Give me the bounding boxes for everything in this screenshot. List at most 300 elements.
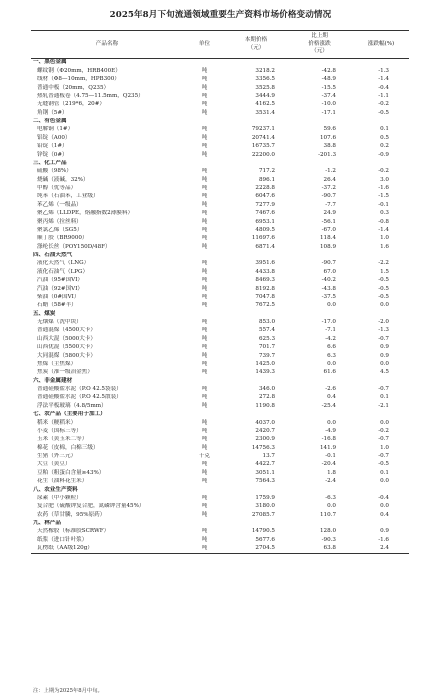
product-name-cell: 汽油（92#国VI） bbox=[37, 285, 84, 292]
price-cell: 2228.8 bbox=[255, 185, 275, 192]
change-cell: -16.8 bbox=[321, 436, 336, 443]
table-header bbox=[31, 31, 409, 59]
change-cell: -15.5 bbox=[321, 84, 336, 91]
section-title: 一、黑色金属 bbox=[33, 59, 67, 66]
table-row bbox=[31, 478, 409, 486]
unit-cell: 吨 bbox=[201, 193, 208, 200]
change-cell: -90.7 bbox=[321, 193, 336, 200]
unit-cell: 吨 bbox=[201, 386, 208, 393]
pct-cell: 0.5 bbox=[380, 134, 389, 141]
table-row bbox=[31, 260, 409, 268]
table-row bbox=[31, 503, 409, 511]
unit-cell: 吨 bbox=[201, 469, 208, 476]
product-name-cell: 花生（油料花生米） bbox=[37, 478, 88, 485]
pct-cell: 0.2 bbox=[380, 143, 389, 150]
table-row bbox=[31, 134, 409, 142]
change-cell: 0.0 bbox=[327, 419, 336, 426]
price-cell: 625.3 bbox=[258, 335, 275, 342]
pct-cell: -0.8 bbox=[378, 218, 389, 225]
table-row bbox=[31, 361, 409, 369]
empty-cell bbox=[286, 486, 353, 494]
change-cell: -1.2 bbox=[325, 168, 336, 175]
price-cell: 7467.6 bbox=[255, 210, 275, 217]
change-cell: 0.0 bbox=[327, 503, 336, 510]
unit-cell: 吨 bbox=[183, 545, 226, 554]
price-cell: 1425.0 bbox=[255, 360, 275, 367]
section-row bbox=[31, 59, 409, 68]
pct-cell: -2.0 bbox=[378, 319, 389, 326]
product-name-cell: 汽油（95#国VI） bbox=[37, 277, 84, 284]
pct-cell: -0.1 bbox=[378, 201, 389, 208]
product-name-cell: 农药（草甘膦，95%原药） bbox=[37, 511, 106, 518]
change-cell: -0.1 bbox=[325, 453, 336, 460]
table-row bbox=[31, 453, 409, 461]
unit-cell: 吨 bbox=[201, 243, 208, 250]
empty-cell bbox=[183, 520, 226, 528]
table-row bbox=[31, 109, 409, 117]
product-name-cell: 液化石油气（LPG） bbox=[37, 268, 89, 275]
section-row bbox=[31, 377, 409, 385]
table-row bbox=[31, 76, 409, 84]
price-cell: 1439.3 bbox=[255, 369, 275, 376]
price-cell: 6953.1 bbox=[255, 218, 275, 225]
section-row bbox=[31, 486, 409, 494]
table-row bbox=[31, 352, 409, 360]
price-cell: 3951.6 bbox=[255, 260, 275, 267]
empty-cell bbox=[353, 520, 409, 528]
table-row bbox=[31, 151, 409, 159]
product-name-cell: 聚乙烯（LLDPE，熔融指数2薄膜料） bbox=[37, 210, 134, 217]
unit-cell: 吨 bbox=[201, 126, 208, 133]
change-cell: -67.0 bbox=[321, 226, 336, 233]
price-cell: 11697.6 bbox=[251, 235, 275, 242]
table-row bbox=[31, 428, 409, 436]
pct-cell: -0.5 bbox=[378, 285, 389, 292]
change-cell: 6.3 bbox=[327, 352, 336, 359]
table-row bbox=[31, 84, 409, 92]
section-title: 八、农业生产资料 bbox=[33, 486, 78, 493]
pct-cell: -0.7 bbox=[378, 436, 389, 443]
price-cell: 346.0 bbox=[258, 386, 275, 393]
product-name-cell: 无缝钢管（219*6，20#） bbox=[37, 101, 105, 108]
price-table bbox=[31, 30, 409, 554]
empty-cell bbox=[286, 310, 353, 318]
empty-cell bbox=[226, 520, 286, 528]
change-cell: -2.6 bbox=[325, 386, 336, 393]
unit-cell: 吨 bbox=[201, 402, 208, 409]
pct-cell: -0.5 bbox=[378, 461, 389, 468]
change-cell: 0.0 bbox=[327, 302, 336, 309]
change-cell: 24.9 bbox=[323, 210, 336, 217]
empty-cell bbox=[286, 252, 353, 260]
unit-cell: 吨 bbox=[201, 511, 208, 518]
table-row bbox=[31, 302, 409, 310]
pct-cell: -1.6 bbox=[378, 536, 389, 543]
change-cell: 0.0 bbox=[327, 360, 336, 367]
table-row bbox=[31, 528, 409, 536]
price-cell: 7672.5 bbox=[255, 302, 275, 309]
product-name-cell: 大同混煤（5800大卡） bbox=[37, 352, 96, 359]
unit-cell: 吨 bbox=[201, 201, 208, 208]
section-row bbox=[31, 520, 409, 528]
table-row bbox=[31, 419, 409, 427]
price-cell: 2704.5 bbox=[226, 545, 286, 554]
unit-cell: 吨 bbox=[201, 360, 208, 367]
unit-cell: 吨 bbox=[201, 143, 208, 150]
empty-cell bbox=[183, 252, 226, 260]
table-row bbox=[31, 436, 409, 444]
change-cell: -42.8 bbox=[321, 67, 336, 74]
change-cell: -20.4 bbox=[321, 461, 336, 468]
product-name-cell: 螺纹钢（Φ20mm，HRB400E） bbox=[37, 67, 121, 74]
pct-cell: -0.2 bbox=[378, 168, 389, 175]
change-cell: -17.1 bbox=[321, 109, 336, 116]
change-cell: -4.2 bbox=[325, 335, 336, 342]
table-row bbox=[31, 101, 409, 109]
product-name-cell: 烧碱（液碱，32%） bbox=[37, 176, 89, 183]
price-cell: 3525.8 bbox=[255, 84, 275, 91]
section-title: 三、化工产品 bbox=[33, 159, 67, 166]
pct-cell: 0.0 bbox=[380, 503, 389, 510]
change-cell: -37.5 bbox=[321, 293, 336, 300]
table-row bbox=[31, 210, 409, 218]
product-name-cell: 焦炭（准一级冶金焦） bbox=[37, 369, 93, 376]
table-row bbox=[31, 386, 409, 394]
empty-cell bbox=[226, 118, 286, 126]
empty-cell bbox=[183, 310, 226, 318]
empty-cell bbox=[353, 310, 409, 318]
pct-cell: -1.5 bbox=[378, 193, 389, 200]
change-cell: 63.8 bbox=[286, 545, 353, 554]
table-row bbox=[31, 126, 409, 134]
change-cell: -37.2 bbox=[321, 185, 336, 192]
section-title: 九、林产品 bbox=[33, 520, 61, 527]
pct-cell: -1.4 bbox=[378, 76, 389, 83]
price-cell: 6047.6 bbox=[255, 193, 275, 200]
empty-cell bbox=[353, 59, 409, 68]
pct-cell: 0.0 bbox=[380, 302, 389, 309]
empty-cell bbox=[226, 310, 286, 318]
section-title: 七、农产品（主要用于加工） bbox=[33, 411, 106, 418]
section-row bbox=[31, 310, 409, 318]
product-name-cell: 玉米（黄玉米二等） bbox=[37, 436, 88, 443]
pct-cell: 0.4 bbox=[380, 511, 389, 518]
footnote: 注：上期为2025年8月中旬。 bbox=[33, 688, 103, 694]
section-title: 四、石油天然气 bbox=[33, 252, 73, 259]
price-cell: 79237.1 bbox=[251, 126, 275, 133]
change-cell: -201.3 bbox=[318, 151, 336, 158]
col-header-unit: 单位 bbox=[183, 31, 226, 59]
pct-cell: 0.0 bbox=[380, 419, 389, 426]
pct-cell: -0.5 bbox=[378, 109, 389, 116]
product-name-cell: 天然橡胶（标准胶SCRWF） bbox=[37, 528, 110, 535]
empty-cell bbox=[286, 59, 353, 68]
pct-cell: 0.1 bbox=[380, 394, 389, 401]
unit-cell: 吨 bbox=[201, 134, 208, 141]
unit-cell: 吨 bbox=[201, 151, 208, 158]
change-cell: 59.6 bbox=[323, 126, 336, 133]
change-cell: 108.9 bbox=[319, 243, 336, 250]
table-row bbox=[31, 327, 409, 335]
change-cell: -6.3 bbox=[325, 494, 336, 501]
price-cell: 701.7 bbox=[258, 344, 275, 351]
empty-cell bbox=[286, 411, 353, 419]
section-title: 二、有色金属 bbox=[33, 118, 67, 125]
change-cell: -48.9 bbox=[321, 76, 336, 83]
price-cell: 3051.1 bbox=[255, 469, 275, 476]
product-name-cell: 无烟煤（洗中块） bbox=[37, 319, 82, 326]
page-title: 2025年8月下旬流通领域重要生产资料市场价格变动情况 bbox=[109, 10, 332, 20]
table-row bbox=[31, 536, 409, 544]
unit-cell: 吨 bbox=[201, 478, 208, 485]
unit-cell: 吨 bbox=[201, 218, 208, 225]
empty-cell bbox=[226, 252, 286, 260]
product-name-cell: 纸浆（进口针叶浆） bbox=[37, 536, 88, 543]
change-cell: -56.1 bbox=[321, 218, 336, 225]
change-cell: 110.7 bbox=[319, 511, 336, 518]
product-name-cell: 普通硅酸盐水泥（P.O 42.5袋装） bbox=[37, 386, 122, 393]
empty-cell bbox=[183, 59, 226, 68]
price-cell: 16735.7 bbox=[251, 143, 275, 150]
price-cell: 4162.5 bbox=[255, 101, 275, 108]
empty-cell bbox=[353, 252, 409, 260]
change-cell: 67.0 bbox=[323, 268, 336, 275]
pct-cell: 0.0 bbox=[380, 478, 389, 485]
table-row bbox=[31, 235, 409, 243]
product-name-cell: 铅锭（1#） bbox=[37, 143, 68, 150]
col-header-name: 产品名称 bbox=[31, 31, 183, 59]
empty-cell bbox=[183, 160, 226, 168]
product-name-cell: 焦煤（主焦煤） bbox=[37, 360, 77, 367]
price-cell: 7564.3 bbox=[255, 478, 275, 485]
price-cell: 14790.5 bbox=[251, 528, 275, 535]
unit-cell: 千克 bbox=[198, 453, 211, 460]
change-cell: -7.7 bbox=[325, 201, 336, 208]
price-cell: 3444.9 bbox=[255, 92, 275, 99]
change-cell: -37.4 bbox=[321, 92, 336, 99]
price-cell: 8469.3 bbox=[255, 277, 275, 284]
pct-cell: -0.4 bbox=[378, 494, 389, 501]
table-row bbox=[31, 294, 409, 302]
unit-cell: 吨 bbox=[201, 67, 208, 74]
product-name-cell: 普通硅酸盐水泥（P.O 42.5散装） bbox=[37, 394, 122, 401]
unit-cell: 吨 bbox=[201, 436, 208, 443]
change-cell: 26.4 bbox=[323, 176, 336, 183]
unit-cell: 吨 bbox=[201, 503, 208, 510]
unit-cell: 吨 bbox=[201, 176, 208, 183]
empty-cell bbox=[353, 377, 409, 385]
empty-cell bbox=[226, 59, 286, 68]
product-name-cell: 复合肥（硫酸钾复合肥，氮磷钾含量45%） bbox=[37, 503, 145, 510]
pct-cell: 0.9 bbox=[380, 528, 389, 535]
table-row bbox=[31, 67, 409, 75]
pct-cell: -1.3 bbox=[378, 327, 389, 334]
table-row bbox=[31, 319, 409, 327]
price-cell: 1190.8 bbox=[255, 402, 275, 409]
empty-cell bbox=[183, 377, 226, 385]
pct-cell: -0.2 bbox=[378, 101, 389, 108]
product-name-cell: 普通中板（20mm，Q235） bbox=[37, 84, 110, 91]
product-name-cell: 线材（Φ8—10mm，HPB300） bbox=[37, 76, 120, 83]
price-cell: 717.2 bbox=[258, 168, 275, 175]
unit-cell: 吨 bbox=[201, 335, 208, 342]
unit-cell: 吨 bbox=[201, 84, 208, 91]
table-row bbox=[31, 243, 409, 251]
table-row bbox=[31, 227, 409, 235]
product-name-cell: 甲醇（优等品） bbox=[37, 185, 77, 192]
change-cell: -7.1 bbox=[325, 327, 336, 334]
change-cell: 118.4 bbox=[319, 235, 336, 242]
price-cell: 6871.4 bbox=[255, 243, 275, 250]
price-cell: 896.1 bbox=[258, 176, 275, 183]
change-cell: -4.9 bbox=[325, 427, 336, 434]
product-name-cell: 柴油（0#国VI） bbox=[37, 293, 80, 300]
empty-cell bbox=[353, 160, 409, 168]
pct-cell: -0.5 bbox=[378, 293, 389, 300]
pct-cell: -0.7 bbox=[378, 386, 389, 393]
product-name-cell: 豆粕（粗蛋白含量≥43%） bbox=[37, 469, 105, 476]
price-cell: 8192.8 bbox=[255, 285, 275, 292]
change-cell: -25.4 bbox=[321, 402, 336, 409]
product-name-cell: 液化天然气（LNG） bbox=[37, 260, 90, 267]
pct-cell: 1.0 bbox=[380, 235, 389, 242]
price-cell: 3531.4 bbox=[255, 109, 275, 116]
unit-cell: 吨 bbox=[201, 394, 208, 401]
product-name-cell: 石蜡（58#半） bbox=[37, 302, 77, 309]
col-header-price: 本期价格 （元） bbox=[226, 31, 286, 59]
pct-cell: 0.1 bbox=[380, 126, 389, 133]
unit-cell: 吨 bbox=[201, 101, 208, 108]
product-name-cell: 山西优混（5500大卡） bbox=[37, 344, 96, 351]
section-row bbox=[31, 160, 409, 168]
change-cell: 141.9 bbox=[319, 444, 336, 451]
unit-cell: 吨 bbox=[201, 277, 208, 284]
product-name-cell: 顺丁胶（BR9000） bbox=[37, 235, 88, 242]
empty-cell bbox=[226, 377, 286, 385]
price-cell: 4422.7 bbox=[255, 461, 275, 468]
unit-cell: 吨 bbox=[201, 210, 208, 217]
price-cell: 2420.7 bbox=[255, 427, 275, 434]
price-cell: 2300.9 bbox=[255, 436, 275, 443]
product-name-cell: 生猪（外三元） bbox=[37, 453, 77, 460]
table-row bbox=[31, 511, 409, 519]
unit-cell: 吨 bbox=[201, 344, 208, 351]
product-name-cell: 尿素（中小颗粒） bbox=[37, 494, 82, 501]
unit-cell: 吨 bbox=[201, 109, 208, 116]
table-body bbox=[31, 59, 409, 554]
price-cell: 20741.4 bbox=[251, 134, 275, 141]
pct-cell: -0.7 bbox=[378, 335, 389, 342]
change-cell: 61.6 bbox=[323, 369, 336, 376]
change-cell: -90.7 bbox=[321, 260, 336, 267]
empty-cell bbox=[183, 411, 226, 419]
empty-cell bbox=[226, 411, 286, 419]
change-cell: -43.8 bbox=[321, 285, 336, 292]
pct-cell: 0.0 bbox=[380, 360, 389, 367]
empty-cell bbox=[183, 486, 226, 494]
product-name-cell: 浮法平板玻璃（4.8/5mm） bbox=[37, 402, 107, 409]
price-cell: 14756.3 bbox=[251, 444, 275, 451]
pct-cell: -0.7 bbox=[378, 453, 389, 460]
product-name-cell: 硫酸（98%） bbox=[37, 168, 72, 175]
unit-cell: 吨 bbox=[201, 76, 208, 83]
pct-cell: 0.3 bbox=[380, 210, 389, 217]
pct-cell: 0.1 bbox=[380, 469, 389, 476]
table-row bbox=[31, 168, 409, 176]
price-cell: 557.4 bbox=[258, 327, 275, 334]
change-cell: -40.2 bbox=[321, 277, 336, 284]
unit-cell: 吨 bbox=[201, 268, 208, 275]
section-row bbox=[31, 411, 409, 419]
price-cell: 4037.0 bbox=[255, 419, 275, 426]
pct-cell: 4.5 bbox=[380, 369, 389, 376]
product-name-cell: 棉花（皮棉，白棉三级） bbox=[37, 444, 99, 451]
section-row bbox=[31, 252, 409, 260]
unit-cell: 吨 bbox=[201, 92, 208, 99]
price-cell: 5677.6 bbox=[255, 536, 275, 543]
unit-cell: 吨 bbox=[201, 235, 208, 242]
product-name-cell: 热轧普通板卷（4.75—11.5mm，Q235） bbox=[37, 92, 144, 99]
section-title: 六、非金属建材 bbox=[33, 377, 73, 384]
price-cell: 3218.2 bbox=[255, 67, 275, 74]
price-cell: 7277.9 bbox=[255, 201, 275, 208]
change-cell: -90.3 bbox=[321, 536, 336, 543]
table-row bbox=[31, 545, 409, 554]
table-row bbox=[31, 218, 409, 226]
pct-cell: -0.2 bbox=[378, 427, 389, 434]
price-cell: 853.0 bbox=[258, 319, 275, 326]
price-cell: 4433.8 bbox=[255, 268, 275, 275]
pct-cell: -1.6 bbox=[378, 185, 389, 192]
product-name-cell: 聚氯乙烯（SG5） bbox=[37, 226, 83, 233]
price-cell: 13.7 bbox=[262, 453, 275, 460]
change-cell: 128.0 bbox=[319, 528, 336, 535]
section-row bbox=[31, 118, 409, 126]
pct-cell: 2.4 bbox=[353, 545, 409, 554]
change-cell: 1.8 bbox=[327, 469, 336, 476]
unit-cell: 吨 bbox=[201, 302, 208, 309]
pct-cell: -0.5 bbox=[378, 277, 389, 284]
unit-cell: 吨 bbox=[201, 461, 208, 468]
table-row bbox=[31, 277, 409, 285]
unit-cell: 吨 bbox=[201, 319, 208, 326]
table-row bbox=[31, 268, 409, 276]
pct-cell: -1.4 bbox=[378, 226, 389, 233]
product-name-cell: 瓦楞纸（AA级120g） bbox=[31, 545, 183, 554]
unit-cell: 吨 bbox=[201, 444, 208, 451]
table-row bbox=[31, 93, 409, 101]
empty-cell bbox=[286, 160, 353, 168]
table-row bbox=[31, 495, 409, 503]
pct-cell: 1.6 bbox=[380, 243, 389, 250]
product-name-cell: 角钢（5#） bbox=[37, 109, 68, 116]
pct-cell: -2.2 bbox=[378, 260, 389, 267]
price-cell: 3180.0 bbox=[255, 503, 275, 510]
unit-cell: 吨 bbox=[201, 369, 208, 376]
unit-cell: 吨 bbox=[201, 536, 208, 543]
pct-cell: -0.9 bbox=[378, 151, 389, 158]
product-name-cell: 大豆（黄豆） bbox=[37, 461, 71, 468]
table-row bbox=[31, 344, 409, 352]
product-name-cell: 稻米（粳稻米） bbox=[37, 419, 77, 426]
change-cell: 38.8 bbox=[323, 143, 336, 150]
empty-cell bbox=[286, 377, 353, 385]
price-cell: 1759.9 bbox=[255, 494, 275, 501]
table-row bbox=[31, 402, 409, 410]
table-row bbox=[31, 285, 409, 293]
product-name-cell: 小麦（国标三等） bbox=[37, 427, 82, 434]
product-name-cell: 电解铜（1#） bbox=[37, 126, 74, 133]
